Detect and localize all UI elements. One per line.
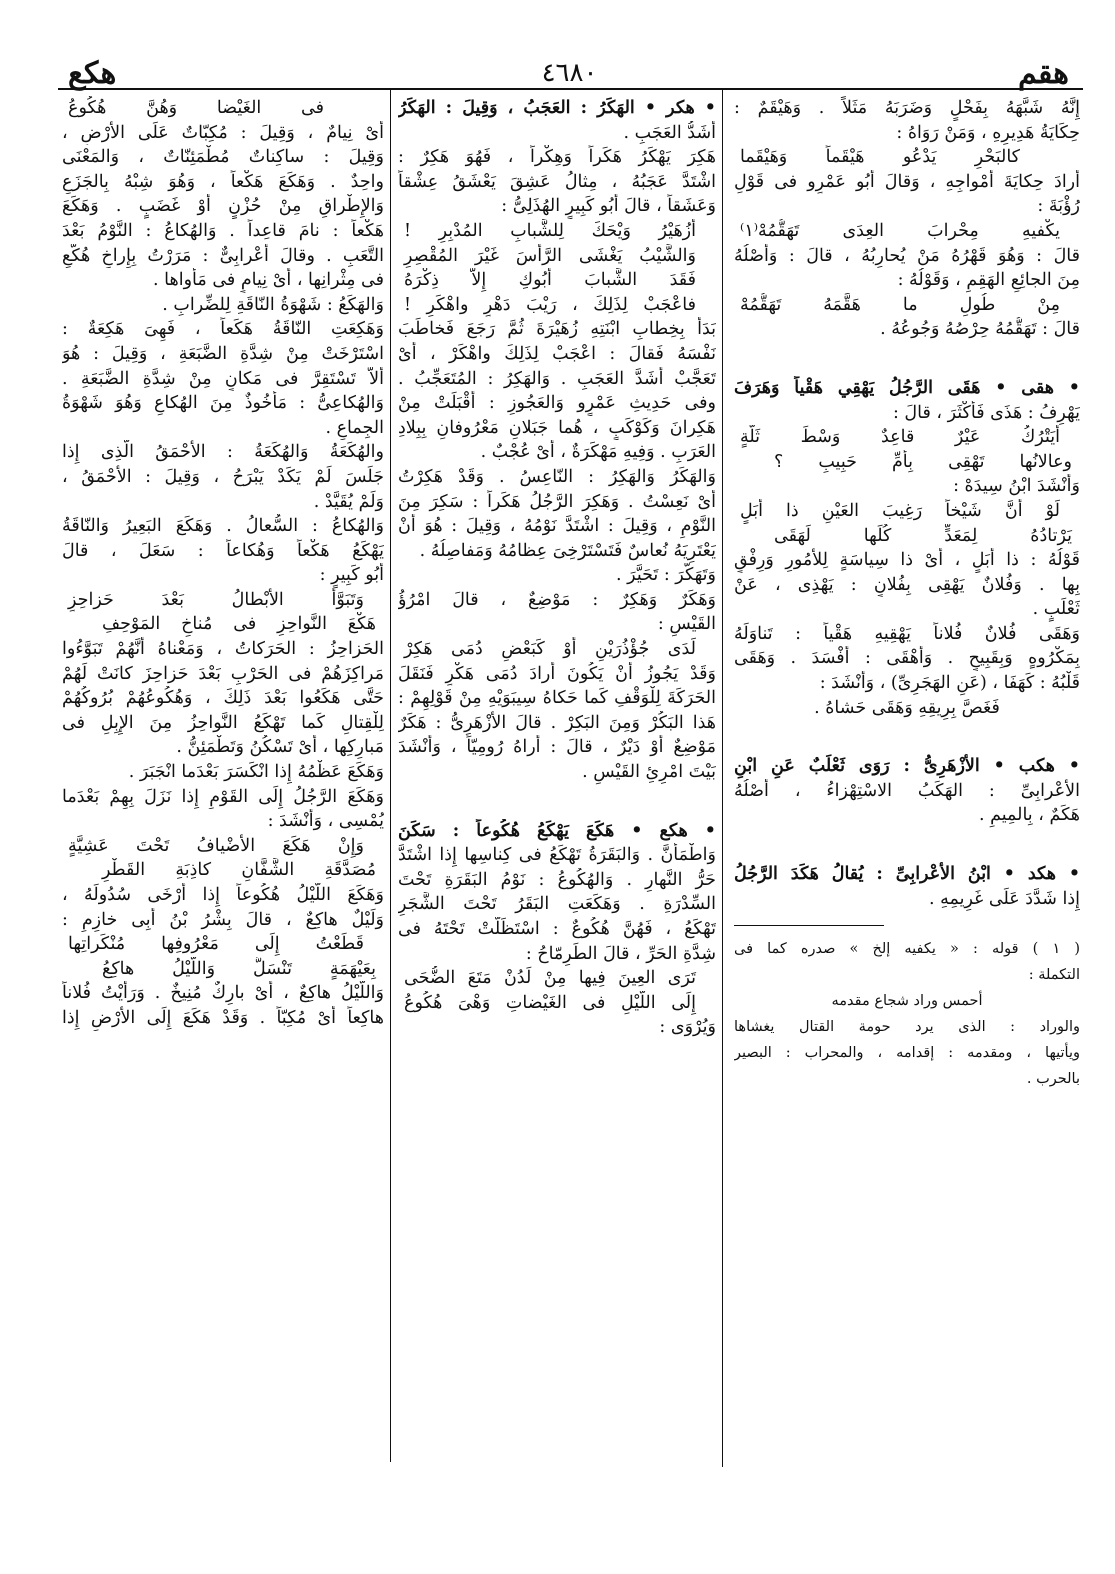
column-left: [62, 96, 384, 1466]
text-line: بِمَكْرُوهٍ وَبِقَبِيحٍ . وَأَهْقَى : أَفْسَدَ . وَهَقَى: [734, 648, 1080, 669]
verse-line: أَزُهَيْرُ وَيْحَكَ لِلشَّبابِ المُدْبِرِ !: [404, 220, 696, 241]
verse-line: وعالانُها تَهْقِى بِأُمِّ حَبِيبِ ؟: [774, 451, 1072, 472]
verse-line: وَإِنْ هَكَعَ الأَضْيافُ تَحْتَ عَشِيَّةٍ: [68, 835, 364, 856]
text-line: النَّوْمِ ، وَقِيلَ : اشْتَدَّ نَوْمُهُ ، وَقِيلَ : هُوَ أَنْ: [398, 516, 716, 537]
text-line: القَيْسِ :: [657, 614, 716, 635]
text-line: بِها . وَفُلانٌ يَهْقِى بِفُلانٍ : يَهْذِى ، عَنْ: [734, 574, 1080, 595]
text-line: وَالهَكَرُ وَالهَكِرُ : النّاعِسُ . وَقَدْ هَكِرْتُ: [398, 466, 716, 487]
text-line: وَعَشَقاً ، قالَ أَبُو كَبِيرٍ الهُذَلِىُّ :: [501, 196, 716, 217]
text-line: وَيُرْوَى :: [659, 1017, 716, 1038]
text-line: وَالإِطْراقِ مِنْ حُزْنٍ أَوْ غَضَبٍ . وَهَكَعَ: [62, 196, 384, 217]
text-line: العَرَبِ . وَفِيهِ مَهْكَرَةٌ ، أَىْ عُجْبٌ .: [480, 442, 716, 463]
verse-line: تَرَى العِينَ فِيها مِنْ لَدُنْ مَتَعَ الضُّحَى: [404, 968, 696, 989]
text-line: حَتَّى هَكَعُوا بَعْدَ ذَلِكَ ، وَهُكُوعُهُمْ بُرُوكُهُمْ: [62, 688, 384, 709]
verse-line: يكْفيهِ مِحْرابَ العِدَى تَهَقُّمُهْ⁽١⁾: [740, 220, 1060, 241]
text-line: وَلَمْ يُقَيَّدْ .: [313, 491, 384, 512]
entry-headword-haqa: • هقى • هَقَى الرَّجُلُ يَهْقِي هَقْياً وَهَرَفَ: [734, 377, 1080, 398]
footnote-verse: أحمس وراد شجاع مقدمه: [831, 993, 983, 1010]
text-line: وَأَنْشَدَ ابْنُ سِيدَهْ :: [953, 476, 1080, 497]
text-line: وَاللَّيْلُ هاكِعٌ ، أَىْ بارِكٌ مُنِيخٌ . وَرَأَيْتُ فُلاناً: [62, 983, 384, 1004]
text-line: السِّدْرَةِ . وَهَكَعَتِ البَقَرُ تَحْتَ الشَّجَرِ: [398, 894, 716, 915]
verse-line: مُصَدَّقَةِ الشَّفَّانِ كاذِبَةِ القَطْرِ: [102, 860, 376, 881]
text-line: الحَزاحِزُ : الحَرَكاتُ ، وَمَعْناهُ أَنَّهُمْ تَبَوَّءُوا: [62, 639, 384, 660]
text-line: تَهْكَعُ ، فَهُنَّ هُكُوعٌ : اسْتَظَلَّتْ تَحْتَهُ فى: [398, 919, 716, 939]
text-line: وَهَكَعَ عَظْمُهُ إِذا انْكَسَرَ بَعْدَما انْجَبَرَ .: [128, 762, 384, 783]
text-line: يَهْرِفُ : هَذَى فَأَكْثَرَ ، قالَ :: [892, 402, 1080, 423]
text-line: هَكَمٌ ، بِالمِيمِ .: [978, 805, 1080, 826]
page-number: ٤٦٨٠: [541, 58, 598, 88]
footnote-line: ويأتيها ، ومقدمه : إقدامه ، والمحراب : البصير: [734, 1045, 1080, 1062]
text-line: قَوْلُهُ : ذا أَبَلٍ ، أَىْ ذا سِياسَةٍ لِلأُمُورِ وَرِفْقٍ: [734, 550, 1080, 571]
footnote-line: بالحرب .: [1026, 1071, 1080, 1088]
text-line: مَراكِزَهُمْ فى الحَرْبِ بَعْدَ حَزاحِزَ كانَتْ لَهُمْ: [62, 663, 384, 684]
text-line: تَعَجَّبْ أَشَدَّ العَجَبِ . وَالهَكِرُ : المُتَعَجِّبُ .: [398, 368, 716, 389]
entry-headword-hakara: • هكر • الهَكَرُ : العَجَبُ ، وَقِيلَ : الهَكَرُ: [398, 98, 716, 118]
text-line: وَهَكِعَتِ النّاقَةُ هَكَعاً ، فَهِىَ هَكِعَةٌ :: [62, 319, 384, 340]
running-header: [60, 54, 1079, 90]
text-line: أَبُو كَبِيرٍ :: [319, 565, 384, 586]
text-line: جَلَسَ لَمْ يَكَدْ يَبْرَحُ ، وَقِيلَ : الأَحْمَقُ ،: [62, 466, 384, 487]
text-line: واحِدٌ . وَهَكَعَ هَكْعاً ، وَهُوَ شِبْهُ بِالجَزَعِ: [62, 171, 384, 192]
text-line: وَاطْمَأَنَّ . وَالبَقَرَةُ تَهْكَعُ فى كِناسِها إِذا اشْتَدَّ: [398, 845, 716, 866]
footnote-line: ( ١ ) قوله : « يكفيه إلخ » صدره كما فى: [734, 941, 1080, 958]
text-line: الحَرَكَةَ لِلْوَقْفِ كَما حَكاهُ سِيبَوَيْهِ مِنْ قَوْلِهِمْ :: [398, 688, 716, 709]
text-line: هَكِرانَ وَكَوْكَبٍ ، هُما جَبَلانِ مَعْرُوفانِ بِبِلادِ: [398, 417, 716, 438]
verse-line: فاعْجَبْ لِذَلِكَ ، رَيْبَ دَهْرٍ واهْكَرِ !: [404, 294, 696, 315]
text-line: يُمْسِى ، وَأَنْشَدَ :: [267, 811, 384, 832]
column-divider-right: [722, 90, 723, 1467]
text-line: هَكِرَ يَهْكَرُ هَكَراً وَهِكْراً ، فَهُوَ هَكِرٌ :: [398, 147, 716, 168]
text-line: اسْتَرْخَتْ مِنْ شِدَّةِ الضَّبَعَةِ ، وَقِيلَ : هُوَ: [62, 343, 384, 364]
text-line: شِدَّةِ الحَرِّ ، قالَ الطِّرِمّاحُ :: [525, 943, 716, 964]
text-line: إِنَّهُ شَبَّهَهُ بِفَحْلٍ وَضَرَبَهُ مَثَلاً . وَهَيْقَمٌ :: [734, 98, 1080, 118]
text-line: يَهْكَعُ هَكْعاً وَهُكاعاً : سَعَلَ ، قالَ: [62, 540, 384, 561]
column-right: [734, 96, 1080, 1476]
verse-line: كالبَحْرِ يَدْعُو هَيْقَماً وَهَيْقَما: [740, 147, 1020, 168]
verse-line: بِعَيْهَمَةٍ تَنْسَلُّ وَاللَّيْلُ هاكِعُ: [102, 958, 376, 979]
verse-line: فَقَدَ الشَّبابَ أَبُوكِ إِلاَّ ذِكْرَهُ: [404, 270, 696, 291]
text-line: التَّعَبِ . وقالَ أَعْرابِىٌّ : مَرَرْتُ بِإِراخٍ هُكَّعٍ: [62, 245, 384, 266]
text-line: والهُكَعَةُ وَالهُكَعَةُ : الأَحْمَقُ الَّذِى إِذا: [62, 442, 384, 463]
entry-headword-hakada: • هكد • ابْنُ الأَعْرابِىِّ : يُقالُ هَكَدَ الرَّجُلُ: [734, 864, 1080, 885]
text-line: رُؤْبَةَ :: [1037, 196, 1080, 217]
column-middle: [398, 96, 716, 1474]
verse-line: فَغَصَّ بِرِيقِهِ وَهَقَى حَشاهُ .: [814, 697, 1000, 718]
text-line: حِكَايَةُ هَدِيرِهِ ، وَمَنْ رَوَاهُ :: [896, 122, 1080, 143]
text-line: هاكِعاً أَىْ مُكِبّاً . وَقَدْ هَكَعَ إِلَى الأَرْضِ إِذا: [62, 1007, 384, 1028]
text-line: الجِماعِ .: [325, 417, 384, 438]
text-line: وَهَكَعَ اللَّيْلُ هُكُوعاً إِذا أَرْخَى سُدُولَهُ ،: [62, 885, 384, 905]
footnote-line: والوراد : الذى يرد حومة القتال يغشاها: [734, 1019, 1080, 1036]
text-line: يَعْتَرِيَهُ نُعاسٌ فَتَسْتَرْخِىَ عِظامُهُ وَمَفاصِلُهُ .: [419, 540, 716, 561]
text-line: وَتَهَكَّرَ : تَحَيَّرَ .: [616, 565, 716, 586]
text-line: مَوْضِعٌ أَوْ دَيْرٌ ، قالَ : أُراهُ رُومِيّاً ، وَأَنْشَدَ: [398, 737, 716, 758]
text-line: وَالهُكاعِىُّ : مَأْخُوذٌ مِنَ الهُكاعِ وَهُوَ شَهْوَةُ: [62, 393, 384, 414]
verse-line: وَالشَّيْبُ يَغْشَى الرَّأْسَ غَيْرَ المُقْصِرِ: [404, 245, 696, 266]
text-line: قالَ : تَهَقُّمُهُ حِرْصُهُ وَجُوعُهُ .: [880, 319, 1080, 340]
text-line: نَفْسَهُ فَقالَ : اعْجَبْ لِذَلِكَ واهْكَرْ ، أَىْ: [398, 343, 716, 364]
text-line: أَىْ نِيامٌ ، وَقِيلَ : مُكِبّاتٌ عَلَى الأَرْضِ ،: [62, 122, 384, 143]
text-line: وَلَيْلٌ هاكِعٌ ، قالَ بِشْرُ بْنُ أَبِى خازِمٍ :: [62, 909, 384, 930]
verse-line: مِنْ طُولِ ما هَقَّمَهُ تَهَقُّمُهْ: [740, 294, 1060, 315]
text-line: بَدَأَ بِخِطابِ ابْنَتِهِ زُهَيْرَةَ ثُمَّ رَجَعَ فَخاطَبَ: [398, 319, 716, 340]
text-line: وَهَكَرٌ وَهَكِرٌ : مَوْضِعٌ ، قالَ امْرُؤُ: [398, 589, 716, 610]
header-last-root: هكع: [68, 56, 117, 91]
text-line: الأَعْرابِىِّ : الهَكَبُ الاسْتِهْزاءُ ، أَصْلُهُ: [734, 780, 1080, 801]
entry-headword-hakaa: • هكع • هَكَعَ يَهْكَعُ هُكُوعاً : سَكَنَ: [398, 820, 716, 841]
text-line: أَرادَ حِكايَةَ أَمْواجِهِ ، وَقالَ أَبُو عَمْرٍو فى قَوْلِ: [734, 171, 1080, 192]
text-line: وَالهَكَعُ : شَهْوَةُ النّاقَةِ لِلضِّرابِ .: [162, 294, 384, 315]
text-line: مَبارِكِها ، أَىْ تَسْكُنُ وَتَطْمَئِنُّ .: [176, 737, 384, 758]
column-divider-left: [390, 90, 391, 1462]
text-line: مِنَ الجائِعِ الهَقِمِ ، وَقَوْلُهُ :: [897, 270, 1080, 291]
text-line: وفى حَدِيثِ عَمْرٍو وَالعَجُوزِ : أَقْبَلَتْ مِنْ: [398, 393, 716, 414]
text-line: أَشَدُّ العَجَبِ .: [623, 122, 716, 143]
text-line: لِلْقِتالِ كَما تَهْكَعُ النَّواحِزُ مِنَ الإِبِلِ فى: [62, 712, 384, 733]
text-line: وَهَكَعَ الرَّجُلُ إِلَى القَوْمِ إِذا نَزَلَ بِهِمْ بَعْدَما: [62, 786, 384, 807]
text-line: قَلْبُهُ : كَهَفَا ، (عَنِ الهَجَرِىِّ) ، وَأَنْشَدَ :: [819, 673, 1080, 694]
text-line: وَهَقَى فُلانٌ فُلاناً يَهْقِيهِ هَقْياً : تَناوَلَهُ: [734, 623, 1080, 644]
entry-headword-hakaba: • هكب • الأَزْهَرِىُّ : رَوَى ثَعْلَبٌ عَنِ ابْنِ: [734, 756, 1080, 777]
verse-line: لَوْ أَنَّ شَيْخاً رَغِيبَ العَيْنِ ذا أَبَلٍ: [740, 500, 1060, 521]
verse-line: هَكْعَ النَّواحِزِ فى مُناخِ المَوْحِفِ: [102, 614, 376, 635]
verse-line: إِلَى اللَّيْلِ فى الغَيْضاتِ وَهْىَ هُكُوعُ: [404, 992, 696, 1013]
verse-line: يَرْتادُهُ لِمَعَدٍّ كُلِّها لَهَقَى: [774, 525, 1072, 546]
text-line: اشْتَدَّ عَجَبُهُ ، مِثالُ عَشِقَ يَعْشَقُ عِشْقاً: [398, 171, 716, 192]
text-line: حَرُّ النَّهارِ . وَالهُكُوعُ : نَوْمُ البَقَرَةِ تَحْتَ: [398, 869, 716, 890]
text-line: أَىْ نَعِسْتُ . وَهَكِرَ الرَّجُلُ هَكَراً : سَكِرَ مِنَ: [398, 491, 716, 512]
text-line: هَكْعاً : نامَ قاعِداً . وَالهُكاعُ : النَّوْمُ بَعْدَ: [62, 220, 384, 241]
text-line: وَقَدْ يَجُوزُ أَنْ يَكُونَ أَرادَ دُمَى هَكْرٍ فَنَقَلَ: [398, 663, 716, 684]
text-line: فى مِثْرانِها ، أَىْ نِيامٍ فى مَأْواها .: [153, 270, 384, 291]
text-line: إِذا شَدَّدَ عَلَى غَرِيمِهِ .: [929, 888, 1080, 909]
text-line: هَذا البَكُرْ وَمِنَ البَكِرْ . قالَ الأَزْهَرِىُّ : هَكَرٌ: [398, 712, 716, 733]
verse-line: وَتَبَوَّأَ الأَبْطالُ بَعْدَ حَزاحِزٍ: [68, 589, 364, 610]
footnote-line: التكملة :: [1028, 967, 1080, 984]
text-line: بَيْتَ امْرِئِ القَيْسِ .: [582, 762, 716, 783]
header-first-root: هقم: [1018, 56, 1069, 91]
verse-line: قَطَعْتُ إِلَى مَعْرُوفِها مُنْكَراتِها: [68, 934, 364, 955]
header-rule: [58, 88, 1083, 90]
text-line: قالَ : وَهُوَ قَهْرُهُ مَنْ يُحارِبُهُ ، قالَ : وَأَصْلُهُ: [734, 245, 1080, 266]
text-line: وَقِيلَ : ساكِناتٌ مُطْمَئِنّاتٌ ، وَالمَعْنَى: [62, 147, 384, 168]
text-line: أَلاَّ تَسْتَقِرَّ فى مَكانٍ مِنْ شِدَّةِ الضَّبَعَةِ .: [62, 368, 384, 389]
verse-line: فى الغَيْضا وَهُنَّ هُكُوعُ: [68, 98, 324, 118]
text-line: ثَعْلَبٍ .: [1032, 599, 1080, 620]
verse-line: أَيَتْرُكُ عَيْرٌ قاعِدٌ وَسْطَ ثَلَّةٍ: [740, 427, 1060, 448]
text-line: وَالهُكاعُ : السُّعالُ . وَهَكَعَ البَعِيرُ وَالنّاقَةُ: [62, 516, 384, 537]
footnote-rule: [734, 925, 884, 926]
verse-line: لَدَى جُؤْذُرَيْنِ أَوْ كَبَعْضِ دُمَى هَكِرْ: [404, 639, 696, 660]
